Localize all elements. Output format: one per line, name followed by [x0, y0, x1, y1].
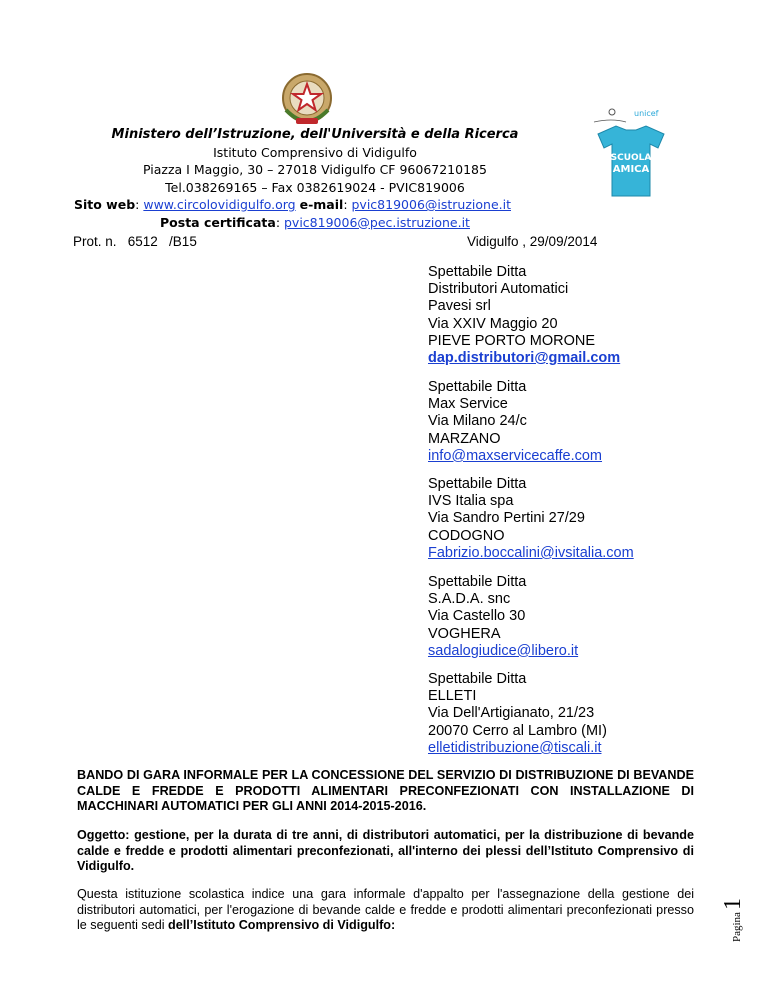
recipient-line: PIEVE PORTO MORONE	[428, 332, 596, 349]
recipient-line: ELLETI	[428, 688, 477, 705]
recipient-line: Via Dell'Artigianato, 21/23	[428, 705, 595, 722]
svg-text:unicef: unicef	[634, 109, 659, 118]
oggetto-paragraph: Oggetto: gestione, per la durata di tre anni, di distributori automatici, per la distribuzione di bevande calde e fredde e prodotti alimentari preconfezionati, all'interno dei plessi dell’Istituto Comprensivo di Vidigulfo.	[77, 828, 694, 873]
recipient-email-link[interactable]: dap.distributori@gmail.com	[428, 350, 621, 367]
page-footer	[718, 892, 762, 942]
contact-line: Sito web: www.circolovidigulfo.org e-mail: pvic819006@istruzione.it	[73, 197, 511, 212]
page-number: 1	[720, 898, 746, 911]
recipient-line: CODOGNO	[428, 527, 505, 544]
recipient-line: Via XXIV Maggio 20	[428, 315, 558, 332]
recipient-line: Spettabile Ditta	[428, 476, 527, 492]
recipient-line: Spettabile Ditta	[428, 379, 527, 395]
recipient-line: 20070 Cerro al Lambro (MI)	[428, 722, 607, 739]
body-bold-text: dell’Istituto Comprensivo di Vidigulfo:	[168, 918, 396, 932]
recipient-line: Max Service	[428, 396, 508, 413]
recipient-block	[428, 476, 634, 562]
svg-text:SCUOLA: SCUOLA	[610, 153, 652, 163]
school-name: Istituto Comprensivo di Vidigulfo	[213, 144, 417, 160]
svg-text:AMICA: AMICA	[612, 164, 650, 175]
recipient-line: VOGHERA	[428, 625, 501, 642]
recipient-line: Via Sandro Pertini 27/29	[428, 510, 585, 527]
recipient-block	[428, 379, 602, 465]
recipient-line: Distributori Automatici	[428, 281, 569, 298]
pagina-label: Pagina	[731, 912, 743, 942]
school-email-link[interactable]: pvic819006@istruzione.it	[351, 197, 511, 212]
recipient-email-link[interactable]: sadalogiudice@libero.it	[428, 642, 579, 659]
recipient-block	[428, 671, 607, 757]
scuola-amica-unicef-logo	[582, 100, 680, 204]
recipient-line: Via Castello 30	[428, 608, 526, 625]
body-text: Questa istituzione scolastica indice una gara informale d'appalto per l'assegnazione della gestione dei distributori automatici, per l'erogazione di bevande calde e fredde e prodotti alimentari preconfezionati presso le seguenti sedi	[77, 887, 694, 932]
letterhead	[40, 126, 590, 231]
recipient-line: Spettabile Ditta	[428, 264, 527, 280]
recipient-email-link[interactable]: Fabrizio.boccalini@ivsitalia.com	[428, 544, 634, 561]
protocol-number: Prot. n. 6512 /B15	[73, 234, 197, 249]
body-paragraph	[77, 887, 694, 934]
recipient-block	[428, 574, 578, 660]
recipient-line: Spettabile Ditta	[428, 574, 527, 590]
recipient-line: Via Milano 24/c	[428, 413, 527, 430]
email-label: e-mail	[299, 197, 344, 212]
recipient-block	[428, 264, 620, 367]
recipient-email-link[interactable]: elletidistribuzione@tiscali.it	[428, 739, 602, 756]
pec-email-link[interactable]: pvic819006@pec.istruzione.it	[284, 214, 470, 230]
site-label: Sito web	[73, 197, 136, 212]
recipient-line: MARZANO	[428, 430, 501, 447]
recipient-line: Pavesi srl	[428, 298, 491, 315]
emblem-icon	[278, 70, 336, 130]
recipient-line: S.A.D.A. snc	[428, 591, 511, 608]
letter-date: Vidigulfo , 29/09/2014	[467, 234, 598, 249]
bando-title: BANDO DI GARA INFORMALE PER LA CONCESSIONE DEL SERVIZIO DI DISTRIBUZIONE DI BEVANDE CALDE E FREDDE E PRODOTTI ALIMENTARI PRECONFEZIONATI CON INSTALLAZIONE DI MACCHINARI AUTOMATICI PER GLI ANNI 2014-2015-2016.	[77, 768, 694, 813]
recipient-line: IVS Italia spa	[428, 493, 514, 510]
school-address: Piazza I Maggio, 30 – 27018 Vidigulfo CF 96067210185	[143, 162, 487, 177]
school-phone: Tel.038269165 – Fax 0382619024 - PVIC819006	[165, 179, 465, 195]
recipient-email-link[interactable]: info@maxservicecaffe.com	[428, 447, 603, 464]
pec-line: Posta certificata: pvic819006@pec.istruzione.it	[160, 214, 470, 230]
recipient-line: Spettabile Ditta	[428, 671, 527, 687]
ministry-name: Ministero dell’Istruzione, dell'Università e della Ricerca	[111, 127, 519, 142]
website-link[interactable]: www.circolovidigulfo.org	[143, 197, 296, 212]
pec-label: Posta certificata	[160, 214, 276, 230]
